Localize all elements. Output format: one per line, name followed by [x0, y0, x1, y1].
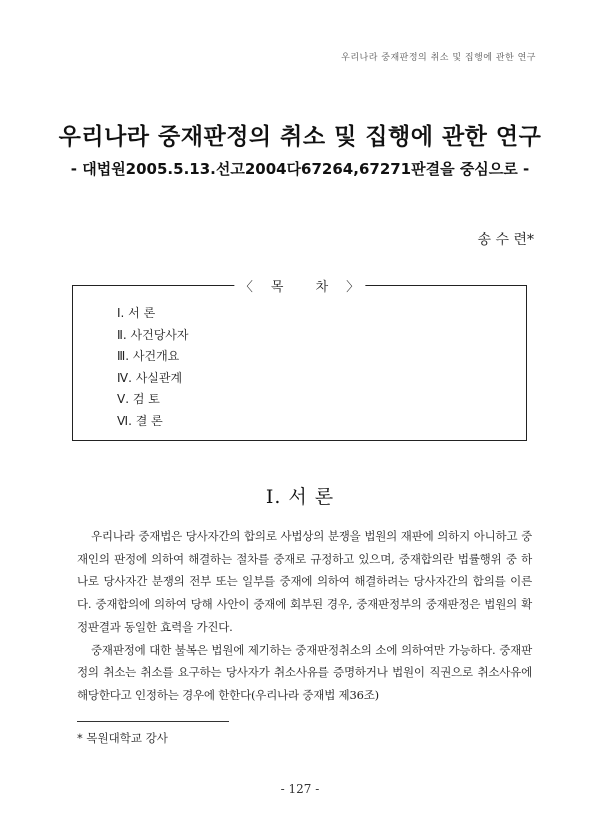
paper-subtitle: - 대법원2005.5.13.선고2004다67264,67271판결을 중심으로 -: [70, 160, 530, 178]
toc-heading: [234, 276, 365, 295]
toc-item: Ⅱ. 사건당사자: [117, 327, 189, 342]
footnote-divider: [77, 721, 229, 722]
toc-item: Ⅵ. 결 론: [117, 413, 163, 428]
toc-item: Ⅳ. 사실관계: [117, 370, 183, 385]
body-paragraph: 우리나라 중재법은 당사자간의 합의로 사법상의 분쟁을 법원의 재판에 의하지 아니하고 중재인의 판정에 의하여 해결하는 절차를 중재로 규정하고 있으며, 중재합의란 법률행위 중 하나로 당사자간 분쟁의 전부 또는 일부를 중재에 의하여 해결하려는 당사자간의 합의를 이른다. 중재합의에 의하여 당해 사안이 중재에 회부된 경우, 중재판정부의 중재판정은 법원의 확정판결과 동일한 효력을 가진다.: [77, 529, 532, 634]
toc-left-bracket: 〈: [239, 280, 253, 295]
table-of-contents: [72, 280, 527, 441]
body-paragraph: 중재판정에 대한 불복은 법원에 제기하는 중재판정취소의 소에 의하여만 가능하다. 중재판정의 취소는 취소를 요구하는 당사자가 취소사유를 증명하거나 법원이 직권으로 취소사유에 해당한다고 인정하는 경우에 한한다(우리나라 중재법 제36조): [77, 642, 532, 702]
toc-item: Ⅴ. 검 토: [117, 392, 160, 407]
footnote: * 목원대학교 강사: [77, 731, 168, 745]
author-name: 송 수 련*: [477, 232, 534, 248]
toc-heading-text: 목 차: [270, 280, 343, 295]
toc-item: Ⅲ. 사건개요: [117, 349, 180, 364]
running-head: 우리나라 중재판정의 취소 및 집행에 관한 연구: [341, 53, 536, 63]
toc-right-bracket: 〉: [346, 280, 360, 295]
toc-item: Ⅰ. 서 론: [117, 306, 156, 320]
section-heading: Ⅰ. 서 론: [265, 486, 335, 508]
page-number: - 127 -: [280, 782, 320, 796]
toc-list: [117, 303, 189, 433]
paper-title: 우리나라 중재판정의 취소 및 집행에 관한 연구: [58, 124, 542, 150]
body-text: [77, 525, 532, 707]
